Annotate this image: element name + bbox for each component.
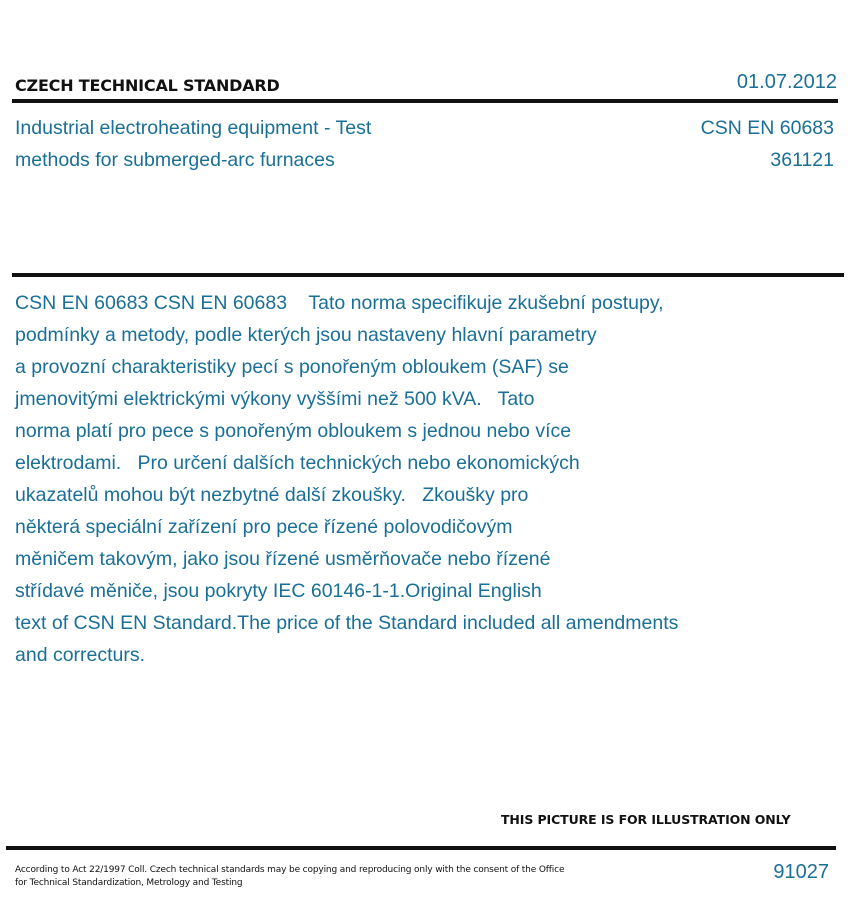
- legal-notice-line-2: for Technical Standardization, Metrology and Testing: [15, 878, 243, 888]
- title-line-2: methods for submerged-arc furnaces: [15, 149, 335, 171]
- standard-number: CSN EN 60683: [700, 117, 834, 139]
- abstract-line: střídavé měniče, jsou pokryty IEC 60146-1-1.Original English: [15, 580, 542, 602]
- abstract-line: text of CSN EN Standard.The price of the Standard included all amendments: [15, 612, 679, 634]
- abstract-line: CSN EN 60683 CSN EN 60683 Tato norma specifikuje zkušební postupy,: [15, 292, 664, 314]
- legal-notice-line-1: According to Act 22/1997 Coll. Czech technical standards may be copying and reproducing only with the consent of the Office: [15, 865, 565, 875]
- publication-date: 01.07.2012: [736, 71, 837, 93]
- abstract-line: podmínky a metody, podle kterých jsou nastaveny hlavní parametry: [15, 324, 597, 346]
- title-line-1: Industrial electroheating equipment - Test: [15, 117, 372, 139]
- abstract-line: norma platí pro pece s ponořeným obloukem s jednou nebo více: [15, 420, 572, 442]
- title-divider: [12, 273, 844, 277]
- abstract-line: měničem takovým, jako jsou řízené usměrňovače nebo řízené: [15, 548, 551, 570]
- abstract-line: některá speciální zařízení pro pece řízené polovodičovým: [15, 516, 513, 538]
- abstract-line: jmenovitými elektrickými výkony vyššími než 500 kVA. Tato: [15, 388, 535, 410]
- abstract-line: and correcturs.: [15, 644, 146, 666]
- abstract-line: ukazatelů mohou být nezbytné další zkoušky. Zkoušky pro: [15, 484, 529, 506]
- illustration-disclaimer: THIS PICTURE IS FOR ILLUSTRATION ONLY: [501, 812, 791, 827]
- document-type-heading: CZECH TECHNICAL STANDARD: [15, 76, 280, 95]
- abstract-line: elektrodami. Pro určení dalších technických nebo ekonomických: [15, 452, 580, 474]
- classification-code: 361121: [770, 149, 834, 171]
- footer-code: 91027: [773, 861, 829, 883]
- abstract-line: a provozní charakteristiky pecí s ponořeným obloukem (SAF) se: [15, 356, 569, 378]
- header-divider: [12, 99, 838, 103]
- footer-divider: [6, 846, 836, 850]
